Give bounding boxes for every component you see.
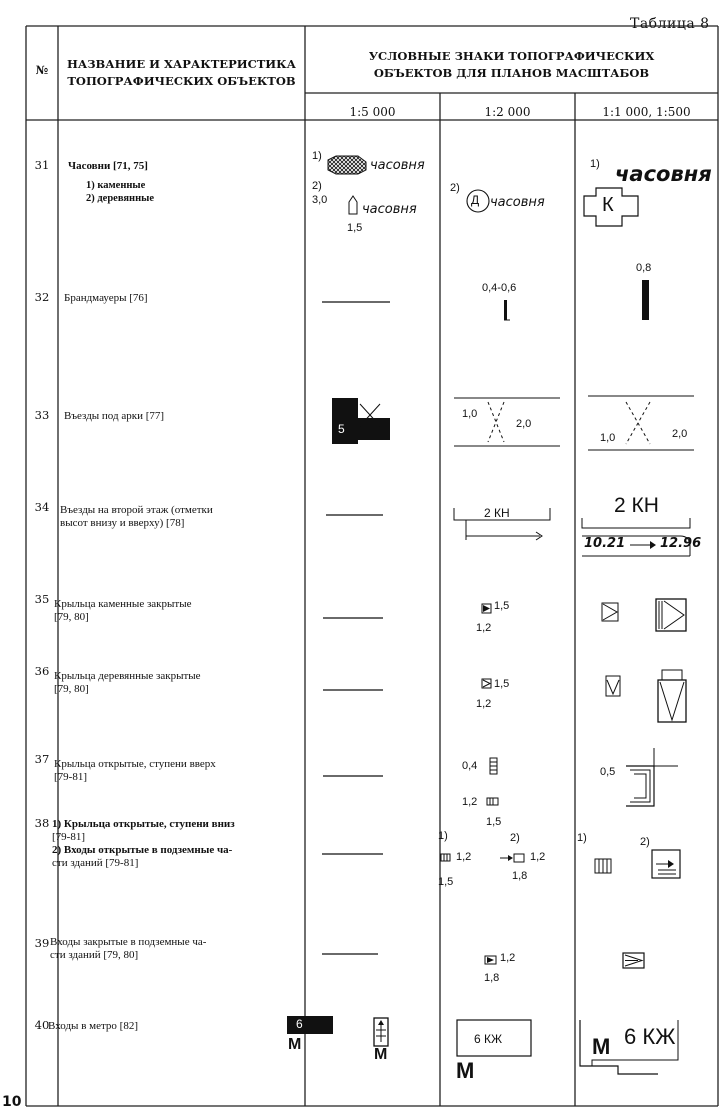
row-38-num: 38 — [34, 816, 50, 830]
porch-wood-1000-icon — [600, 668, 700, 728]
row-37-num: 37 — [34, 752, 50, 766]
r31-marker-1b: 1) — [590, 158, 600, 170]
scale-5000: 1:5 000 — [349, 105, 396, 119]
r38-dim-18: 1,8 — [512, 870, 528, 882]
r38-marker-2a: 2) — [510, 832, 520, 844]
firewall-thin-icon — [502, 298, 512, 322]
row-34-num: 34 — [34, 500, 50, 514]
row-33-num: 33 — [34, 408, 50, 422]
row-34-name: Въезды на второй этаж (отметки высот внизу и вверху) [78] — [60, 504, 213, 529]
r38-marker-1b: 1) — [577, 832, 587, 844]
arch-entry-5000-icon — [330, 396, 400, 446]
header-symbols: УСЛОВНЫЕ ЗНАКИ ТОПОГРАФИЧЕСКИХ ОБЪЕКТОВ ДЛЯ ПЛАНОВ МАСШТАБОВ — [368, 49, 655, 80]
r38-dim-12a: 1,2 — [456, 851, 472, 863]
r36-dim-12: 1,2 — [476, 698, 492, 710]
r34-label-2: 2 КН — [614, 494, 659, 517]
porch-stone-1000-icon — [600, 597, 700, 637]
steps-down-2000-icon — [440, 853, 452, 863]
row-40-name: Входы в метро [82] — [48, 1020, 138, 1032]
r38-dim-15: 1,5 — [438, 876, 454, 888]
r32-dim-1: 0,4-0,6 — [482, 282, 517, 294]
r37-dim-05: 0,5 — [600, 766, 616, 778]
steps-up-2000-small-icon — [486, 797, 500, 807]
underground-closed-2000-icon — [484, 955, 498, 965]
steps-up-2000-icon — [488, 756, 500, 776]
r36-dim-15: 1,5 — [494, 678, 510, 690]
r37-dim-15: 1,5 — [486, 816, 502, 828]
r34-height-1: 10.21 — [584, 536, 626, 551]
porch-wood-2000-icon — [481, 678, 493, 690]
underground-open-2000-icon — [498, 853, 528, 863]
r31-dim-15: 1,5 — [347, 222, 363, 234]
r31-word-3: часовня — [490, 195, 545, 210]
r37-dim-12: 1,2 — [462, 796, 478, 808]
r33-box-label: 5 — [338, 422, 345, 436]
r33-dim-10b: 1,0 — [600, 432, 616, 444]
row-32-num: 32 — [34, 290, 50, 304]
r40-m-2: М — [374, 1046, 388, 1063]
page-number: 10 — [2, 1094, 22, 1110]
row-31-name: Часовни [71, 75] 1) каменные 2) деревянные — [68, 160, 155, 204]
r37-dim-04: 0,4 — [462, 760, 478, 772]
r31-marker-2: 2) — [312, 180, 322, 192]
row-35-num: 35 — [34, 592, 50, 606]
row-38-name: 1) Крыльца открытые, ступени вниз [79-81] 2) Входы открытые в подземные ча- сти зданий [79-81] — [52, 818, 235, 869]
scale-1000-500: 1:1 000, 1:500 — [602, 105, 691, 119]
firewall-thick-icon — [640, 278, 652, 322]
row-39-name: Входы закрытые в подземные ча- сти зданий [79, 80] — [50, 936, 207, 961]
row-36-name: Крыльца деревянные закрытые [79, 80] — [54, 670, 201, 695]
r31-word-4: часовня — [615, 162, 712, 186]
chapel-wood-small-icon — [346, 194, 360, 216]
r35-dim-12: 1,2 — [476, 622, 492, 634]
row-32-name: Брандмауеры [76] — [64, 292, 148, 304]
r38-marker-2b: 2) — [640, 836, 650, 848]
r39-dim-12: 1,2 — [500, 952, 516, 964]
r33-dim-20b: 2,0 — [672, 428, 688, 440]
r32-dim-2: 0,8 — [636, 262, 652, 274]
steps-down-1000-icon — [594, 858, 614, 876]
r31-word-1: часовня — [370, 158, 425, 173]
r39-dim-18: 1,8 — [484, 972, 500, 984]
steps-up-1000-icon — [624, 744, 684, 814]
row-33-name: Въезды под арки [77] — [64, 410, 165, 422]
r40-m-1: М — [288, 1036, 302, 1053]
row-31-num: 31 — [34, 158, 50, 172]
metro-entry-5000-box — [287, 1016, 337, 1036]
underground-open-1000-icon — [650, 848, 684, 882]
r31-marker-1: 1) — [312, 150, 322, 162]
r38-marker-1a: 1) — [438, 830, 448, 842]
r40-m-3: М — [456, 1058, 475, 1083]
row-39-num: 39 — [34, 936, 50, 950]
header-name: НАЗВАНИЕ И ХАРАКТЕРИСТИКА ТОПОГРАФИЧЕСКИХ ОБЪЕКТОВ — [67, 57, 296, 88]
arch-entry-2000-icon — [452, 396, 562, 448]
r40-m-4: М — [592, 1034, 611, 1059]
r34-height-arrow — [628, 540, 658, 550]
r31-letter-k: К — [602, 194, 614, 216]
row-37-name: Крыльца открытые, ступени вверх [79-81] — [54, 758, 216, 783]
chapel-stone-icon — [326, 154, 376, 178]
table-caption: Таблица 8 — [630, 16, 710, 32]
row-40-num: 40 — [34, 1018, 50, 1032]
porch-stone-2000-icon — [481, 603, 493, 615]
scale-2000: 1:2 000 — [484, 105, 531, 119]
r33-dim-20a: 2,0 — [516, 418, 532, 430]
row-35-name: Крыльца каменные закрытые [79, 80] — [54, 598, 192, 623]
r34-label-1: 2 КН — [484, 506, 510, 520]
row-36-num: 36 — [34, 664, 50, 678]
r31-dim-30: 3,0 — [312, 194, 328, 206]
header-num: № — [35, 63, 49, 77]
r40-label-1: 6 КЖ — [474, 1032, 503, 1046]
r33-dim-10a: 1,0 — [462, 408, 478, 420]
r34-height-2: 12.96 — [660, 536, 702, 551]
underground-closed-1000-icon — [622, 952, 646, 970]
r40-box-label: 6 — [296, 1017, 303, 1031]
r35-dim-15: 1,5 — [494, 600, 510, 612]
r38-dim-12b: 1,2 — [530, 851, 546, 863]
r40-label-2: 6 КЖ — [624, 1024, 676, 1049]
r31-letter-d: Д — [471, 193, 480, 207]
metro-entry-5000-icon — [372, 1016, 392, 1050]
r31-marker-2b: 2) — [450, 182, 460, 194]
r31-word-2: часовня — [362, 202, 417, 217]
